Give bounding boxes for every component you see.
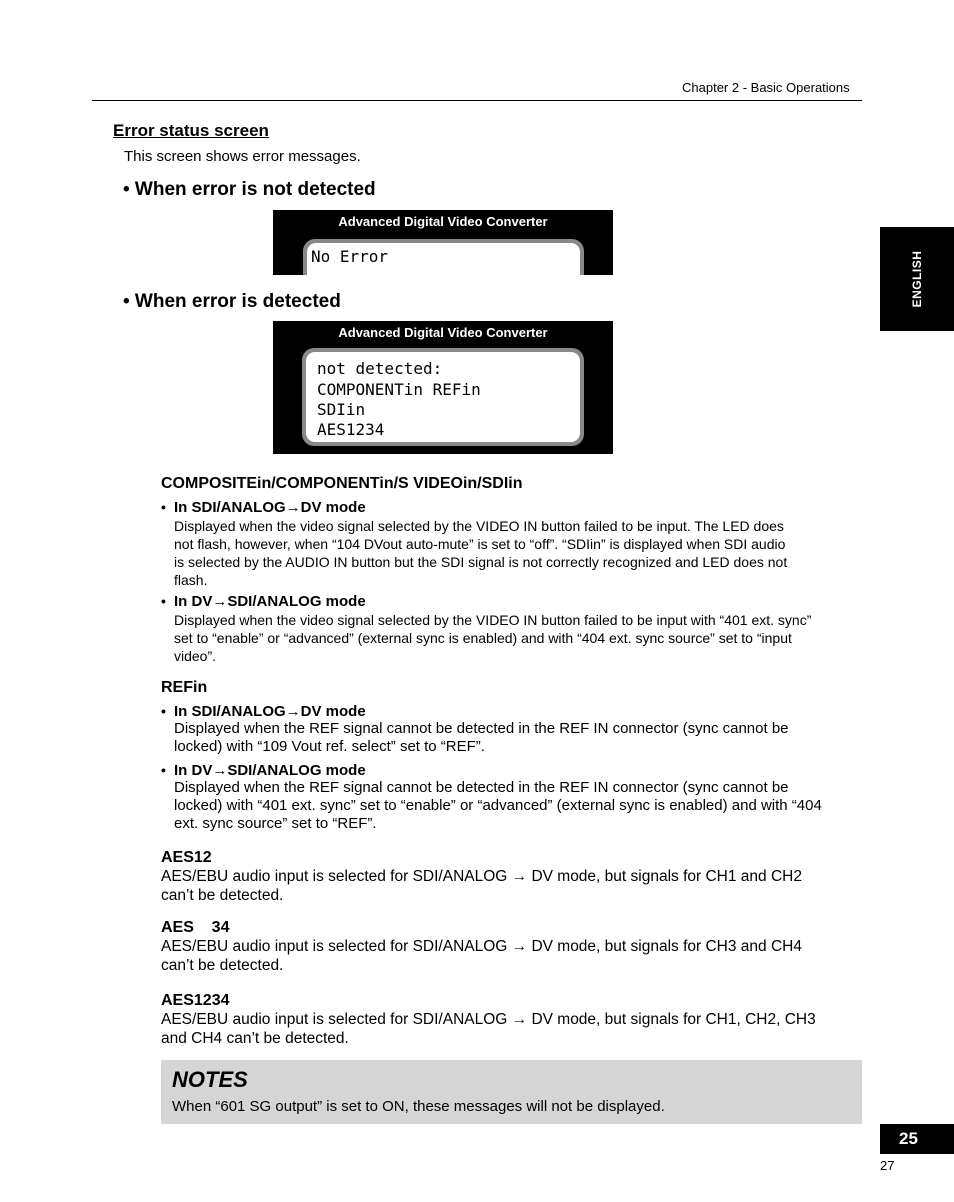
text-line: Displayed when the REF signal cannot be detected in the REF IN connector (sync cannot be	[174, 720, 789, 737]
text-line: is selected by the AUDIO IN button but the SDI signal is not correctly recognized and LED does not	[174, 554, 788, 570]
text-line: locked) with “401 ext. sync” set to “enable” or “advanced” (external sync is enabled) and with “404	[174, 797, 822, 814]
mode-description	[174, 517, 787, 589]
language-label: ENGLISH	[910, 250, 924, 308]
mode-description	[174, 611, 811, 665]
lcd-screen-error	[273, 321, 613, 454]
text-line: flash.	[174, 572, 208, 588]
mode-description	[174, 720, 789, 756]
lcd-line: COMPONENTin REFin	[317, 380, 481, 399]
heading-detected: • When error is detected	[123, 291, 341, 312]
lcd-display	[306, 352, 580, 442]
mode-label: • In DV→SDI/ANALOG mode	[174, 762, 366, 779]
text-line: and CH4 can’t be detected.	[161, 1030, 349, 1047]
section-title: Error status screen	[113, 121, 269, 140]
sub-page-number: 27	[880, 1158, 895, 1173]
item-heading-composite: COMPOSITEin/COMPONENTin/S VIDEOin/SDIin	[161, 475, 523, 492]
text-line: ext. sync source” set to “REF”.	[174, 815, 377, 832]
text-line: AES/EBU audio input is selected for SDI/ANALOG → DV mode, but signals for CH1, CH2, CH3	[161, 1011, 816, 1028]
text-line: not flash, however, when “104 DVout auto-mute” is set to “off”. “SDIin” is displayed when SDI audio	[174, 536, 786, 552]
mode-label: • In SDI/ANALOG→DV mode	[174, 703, 366, 720]
item-description	[161, 937, 802, 975]
screen-title: Advanced Digital Video Converter	[338, 325, 548, 340]
item-description	[161, 867, 802, 905]
page-number: 25	[899, 1129, 918, 1148]
item-heading-aes34: AES 34	[161, 919, 230, 936]
mode-label: • In DV→SDI/ANALOG mode	[174, 593, 366, 610]
text-line: set to “enable” or “advanced” (external sync is enabled) and with “404 ext. sync source” set to “input	[174, 630, 792, 646]
text-line: locked) with “109 Vout ref. select” set to “REF”.	[174, 738, 485, 755]
notes-title: NOTES	[172, 1067, 248, 1092]
lcd-frame	[303, 239, 584, 275]
item-description	[161, 1010, 816, 1048]
text-line: Displayed when the video signal selected by the VIDEO IN button failed to be input. The LED does	[174, 518, 784, 534]
text-line: can’t be detected.	[161, 887, 284, 904]
text-line: AES/EBU audio input is selected for SDI/ANALOG → DV mode, but signals for CH1 and CH2	[161, 868, 802, 885]
lcd-line: not detected:	[317, 359, 443, 378]
language-tab	[880, 227, 954, 331]
item-heading-aes12: AES12	[161, 849, 212, 866]
section-intro: This screen shows error messages.	[124, 148, 361, 165]
text-line: Displayed when the video signal selected by the VIDEO IN button failed to be input with “401 ext. sync”	[174, 612, 812, 628]
item-heading-refin: REFin	[161, 679, 208, 696]
heading-not-detected: • When error is not detected	[123, 179, 376, 200]
page-number-box	[880, 1124, 954, 1154]
lcd-frame	[302, 348, 584, 446]
lcd-line: SDIin	[317, 400, 366, 419]
lcd-line: AES1234	[317, 420, 385, 439]
screen-title: Advanced Digital Video Converter	[338, 214, 548, 229]
header-rule	[92, 100, 862, 101]
lcd-line: No Error	[311, 247, 389, 266]
text-line: can’t be detected.	[161, 957, 284, 974]
lcd-display	[307, 243, 580, 275]
chapter-header: Chapter 2 - Basic Operations	[682, 80, 850, 95]
mode-label: • In SDI/ANALOG→DV mode	[174, 499, 366, 516]
text-line: video”.	[174, 648, 217, 664]
text-line: Displayed when the REF signal cannot be detected in the REF IN connector (sync cannot be	[174, 779, 789, 796]
mode-description	[174, 779, 822, 833]
item-heading-aes1234: AES1234	[161, 992, 230, 1009]
lcd-screen-no-error	[273, 210, 613, 275]
text-line: AES/EBU audio input is selected for SDI/ANALOG → DV mode, but signals for CH3 and CH4	[161, 938, 802, 955]
notes-text: When “601 SG output” is set to ON, these messages will not be displayed.	[172, 1098, 665, 1115]
